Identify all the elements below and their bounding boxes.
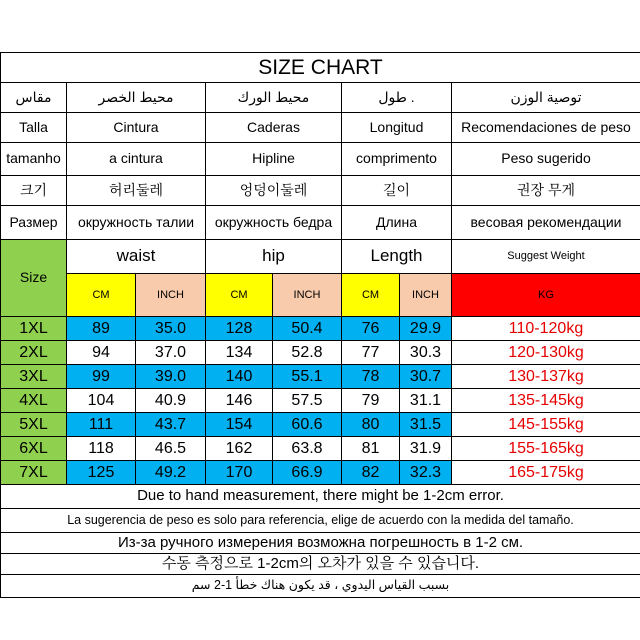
measure-cell: 30.3 bbox=[399, 340, 452, 365]
measure-cell: 146 bbox=[205, 388, 273, 413]
length-label: Длина bbox=[341, 205, 452, 240]
size-label: Размер bbox=[0, 205, 67, 240]
measure-cell: 60.6 bbox=[272, 412, 342, 437]
measure-cell: 31.9 bbox=[399, 436, 452, 461]
measure-cell: 35.0 bbox=[135, 316, 206, 341]
hip-label: Hipline bbox=[205, 142, 342, 176]
measure-cell: 29.9 bbox=[399, 316, 452, 341]
length-inch-header: INCH bbox=[399, 273, 452, 317]
size-label: tamanho bbox=[0, 142, 67, 176]
note-line: 수동 측정으로 1-2cm의 오차가 있을 수 있습니다. bbox=[0, 553, 640, 575]
weight-cell: 130-137kg bbox=[451, 364, 640, 389]
measure-cell: 125 bbox=[66, 460, 136, 485]
hip-label: окружность бедра bbox=[205, 205, 342, 240]
measure-cell: 94 bbox=[66, 340, 136, 365]
measure-cell: 76 bbox=[341, 316, 400, 341]
note-line: Из-за ручного измерения возможна погрешность в 1-2 см. bbox=[0, 532, 640, 554]
chart-title: SIZE CHART bbox=[0, 52, 640, 83]
waist-inch-header: INCH bbox=[135, 273, 206, 317]
measure-cell: 134 bbox=[205, 340, 273, 365]
weight-label: весовая рекомендации bbox=[451, 205, 640, 240]
size-cell: 7XL bbox=[0, 460, 67, 485]
size-cell: 4XL bbox=[0, 388, 67, 413]
length-label: comprimento bbox=[341, 142, 452, 176]
hip-header: hip bbox=[205, 239, 342, 274]
hip-label: 엉덩이둘레 bbox=[205, 175, 342, 206]
waist-label: окружность талии bbox=[66, 205, 206, 240]
weight-label: توصية الوزن bbox=[451, 82, 640, 113]
length-label: Longitud bbox=[341, 112, 452, 143]
measure-cell: 118 bbox=[66, 436, 136, 461]
measure-cell: 57.5 bbox=[272, 388, 342, 413]
length-cm-header: CM bbox=[341, 273, 400, 317]
size-cell: 5XL bbox=[0, 412, 67, 437]
waist-cm-header: CM bbox=[66, 273, 136, 317]
measure-cell: 49.2 bbox=[135, 460, 206, 485]
hip-label: محيط الورك bbox=[205, 82, 342, 113]
note-line: Due to hand measurement, there might be 1-2cm error. bbox=[0, 484, 640, 509]
hip-inch-header: INCH bbox=[272, 273, 342, 317]
weight-cell: 155-165kg bbox=[451, 436, 640, 461]
waist-header: waist bbox=[66, 239, 206, 274]
size-cell: 1XL bbox=[0, 316, 67, 341]
weight-cell: 110-120kg bbox=[451, 316, 640, 341]
measure-cell: 162 bbox=[205, 436, 273, 461]
size-label: Talla bbox=[0, 112, 67, 143]
measure-cell: 99 bbox=[66, 364, 136, 389]
measure-cell: 128 bbox=[205, 316, 273, 341]
size-cell: 2XL bbox=[0, 340, 67, 365]
measure-cell: 39.0 bbox=[135, 364, 206, 389]
waist-label: محيط الخصر bbox=[66, 82, 206, 113]
length-label: 길이 bbox=[341, 175, 452, 206]
measure-cell: 81 bbox=[341, 436, 400, 461]
measure-cell: 77 bbox=[341, 340, 400, 365]
size-header: Size bbox=[0, 239, 67, 317]
measure-cell: 31.1 bbox=[399, 388, 452, 413]
measure-cell: 30.7 bbox=[399, 364, 452, 389]
measure-cell: 37.0 bbox=[135, 340, 206, 365]
waist-label: Cintura bbox=[66, 112, 206, 143]
measure-cell: 55.1 bbox=[272, 364, 342, 389]
weight-label: Recomendaciones de peso bbox=[451, 112, 640, 143]
measure-cell: 80 bbox=[341, 412, 400, 437]
note-line: La sugerencia de peso es solo para referencia, elige de acuerdo con la medida del tamaño. bbox=[0, 508, 640, 533]
measure-cell: 32.3 bbox=[399, 460, 452, 485]
measure-cell: 79 bbox=[341, 388, 400, 413]
note-line: بسبب القياس اليدوي ، قد يكون هناك خطأ 1-2 سم bbox=[0, 574, 640, 598]
weight-cell: 135-145kg bbox=[451, 388, 640, 413]
size-label: 크기 bbox=[0, 175, 67, 206]
measure-cell: 43.7 bbox=[135, 412, 206, 437]
waist-label: a cintura bbox=[66, 142, 206, 176]
weight-cell: 165-175kg bbox=[451, 460, 640, 485]
hip-label: Caderas bbox=[205, 112, 342, 143]
weight-header: Suggest Weight bbox=[451, 239, 640, 274]
measure-cell: 52.8 bbox=[272, 340, 342, 365]
measure-cell: 170 bbox=[205, 460, 273, 485]
measure-cell: 46.5 bbox=[135, 436, 206, 461]
measure-cell: 31.5 bbox=[399, 412, 452, 437]
measure-cell: 154 bbox=[205, 412, 273, 437]
measure-cell: 104 bbox=[66, 388, 136, 413]
measure-cell: 140 bbox=[205, 364, 273, 389]
size-chart-table bbox=[0, 52, 640, 592]
weight-kg-header: KG bbox=[451, 273, 640, 317]
size-cell: 6XL bbox=[0, 436, 67, 461]
weight-label: 권장 무게 bbox=[451, 175, 640, 206]
size-cell: 3XL bbox=[0, 364, 67, 389]
measure-cell: 63.8 bbox=[272, 436, 342, 461]
measure-cell: 82 bbox=[341, 460, 400, 485]
length-header: Length bbox=[341, 239, 452, 274]
measure-cell: 78 bbox=[341, 364, 400, 389]
measure-cell: 89 bbox=[66, 316, 136, 341]
weight-label: Peso sugerido bbox=[451, 142, 640, 176]
measure-cell: 40.9 bbox=[135, 388, 206, 413]
hip-cm-header: CM bbox=[205, 273, 273, 317]
weight-cell: 145-155kg bbox=[451, 412, 640, 437]
measure-cell: 66.9 bbox=[272, 460, 342, 485]
weight-cell: 120-130kg bbox=[451, 340, 640, 365]
length-label: طول . bbox=[341, 82, 452, 113]
waist-label: 허리둘레 bbox=[66, 175, 206, 206]
measure-cell: 50.4 bbox=[272, 316, 342, 341]
size-label: مقاس bbox=[0, 82, 67, 113]
measure-cell: 111 bbox=[66, 412, 136, 437]
